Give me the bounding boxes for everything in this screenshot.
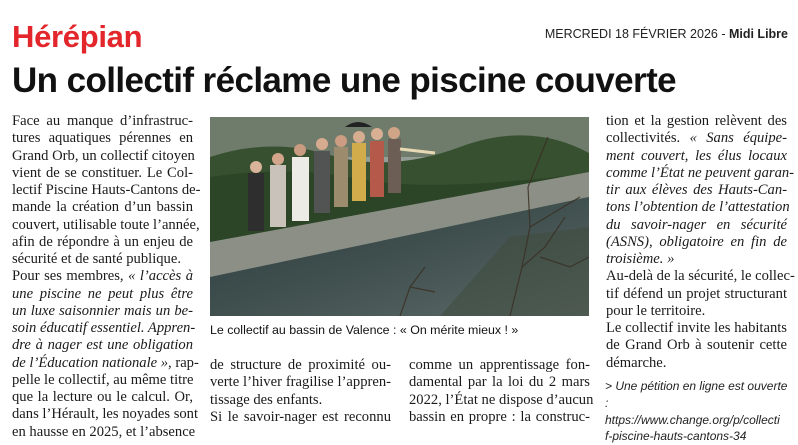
photo-caption: Le collectif au bassin de Valence : « On mérite mieux ! »	[210, 323, 519, 337]
quote-fragment: « l’accès à	[128, 268, 193, 285]
quote-line: une piscine ne peut plus être	[12, 285, 193, 302]
text-line: que la lecture ou le calcul. Or,	[12, 389, 193, 405]
text-line: de structure de proximité ou-	[210, 357, 391, 373]
dateline-separator: -	[717, 27, 729, 41]
quote-line: comme l’État ne peuvent garan-	[606, 164, 795, 181]
article-headline: Un collectif réclame une piscine couverte	[12, 61, 676, 100]
article-column-1	[12, 113, 201, 441]
article-column-3	[409, 357, 594, 426]
quote-line: (ASNS), obligatoire en fin de	[606, 233, 787, 250]
photo-illustration	[210, 117, 589, 316]
text-line: 2022, l’État ne dispose d’aucun	[409, 391, 594, 408]
text-line: démarche.	[606, 354, 667, 371]
text-line	[12, 354, 199, 372]
text-line: damental par la loi du 2 mars	[409, 374, 590, 391]
quote-line: ment couvert, les élus locaux	[606, 147, 787, 164]
section-city: Hérépian	[12, 19, 143, 54]
quote-line: du savoir-nager en sécurité	[606, 216, 787, 233]
quote-line: troisième. »	[606, 251, 675, 267]
quote-line: tir aux élèves des Hauts-Can-	[606, 182, 787, 198]
quote-line: tons l’obtention de l’attestation	[606, 199, 790, 216]
text-line	[12, 268, 193, 285]
text-line: afin de répondre à un enjeu de	[12, 233, 193, 250]
text-line	[606, 130, 787, 147]
petition-link[interactable]: https://www.change.org/p/collecti	[605, 412, 780, 427]
dateline	[498, 27, 788, 41]
text-line: en hausse en 2025, et l’absence	[12, 423, 196, 440]
text-fragment: collectivités.	[606, 130, 690, 147]
text-line: mande la création d’un bassin	[12, 199, 193, 216]
text-line: tissage des enfants.	[210, 391, 323, 408]
text-line: verte l’hiver fragilise l’appren-	[210, 374, 391, 391]
text-line: Si le savoir-nager est reconnu	[210, 408, 391, 425]
text-line: couvert, utilisable toute l’année,	[12, 216, 200, 233]
text-line: sécurité et de santé publique.	[12, 251, 181, 267]
article-photo	[210, 117, 589, 316]
publication-date: MERCREDI 18 FÉVRIER 2026	[544, 27, 718, 41]
text-line: Face au manque d’infrastruc-	[12, 113, 193, 129]
text-line: pelle le collectif, au même titre	[12, 371, 194, 388]
text-line: bassin en propre : la construc-	[409, 408, 590, 425]
text-line: comme un apprentissage fon-	[409, 357, 590, 373]
text-fragment: Pour ses membres,	[12, 268, 129, 285]
petition-link-continued[interactable]: f-piscine-hauts-cantons-34	[605, 429, 747, 444]
text-line: tif défend un projet structurant	[606, 285, 787, 302]
article-column-2	[210, 357, 391, 426]
text-line: de Grand Orb à soutenir cette	[606, 337, 787, 354]
petition-note	[605, 378, 791, 445]
text-line: tion et la gestion relèvent des	[606, 113, 787, 129]
quote-fragment: « Sans équipe-	[689, 130, 787, 147]
text-line: vient de se constituer. Le Col-	[12, 164, 193, 181]
text-line: Le collectif invite les habitants	[606, 320, 787, 336]
quote-line: un luxe saisonnier mais un be-	[12, 302, 193, 319]
text-line: Au-delà de la sécurité, le collec-	[606, 268, 795, 285]
text-line: tures aquatiques pérennes en	[12, 130, 193, 147]
newspaper-name: Midi Libre	[728, 27, 788, 41]
text-line: lectif Piscine Hauts-Cantons de-	[12, 182, 201, 198]
quote-line: dre à nager est une obligation	[12, 337, 193, 354]
text-line: Grand Orb, un collectif citoyen	[12, 147, 195, 164]
article-column-4	[606, 113, 795, 372]
quote-line: soin éducatif essentiel. Appren-	[12, 320, 196, 336]
text-fragment: , rap-	[168, 354, 199, 371]
text-line: pour le territoire.	[606, 302, 706, 319]
text-line: dans l’Hérault, les noyades sont	[12, 406, 199, 423]
quote-fragment: de l’Éducation nationale »	[12, 354, 169, 371]
petition-intro: > Une pétition en ligne est ouverte :	[605, 379, 788, 410]
